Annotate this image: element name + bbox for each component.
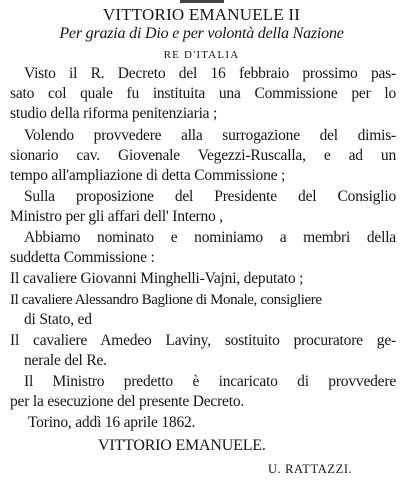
body-line-10: suddetta Commissione : <box>10 249 155 266</box>
member-line-1: Il cavaliere Giovanni Minghelli-Vajni, deputato ; <box>10 270 304 287</box>
member-line-3: di Stato, ed <box>24 311 92 328</box>
top-rule <box>180 0 224 3</box>
body-line-2: sato col quale fu instituita una Commissione per lo <box>10 85 396 102</box>
date-line: Torino, addì 16 aprile 1862. <box>28 414 196 431</box>
body-line-4: Volendo provvedere alla surrogazione del dimis- <box>24 127 396 144</box>
countersignature: U. RATTAZZI. <box>268 462 353 476</box>
member-line-4: Il cavaliere Amedeo Laviny, sostituito procuratore ge- <box>10 332 396 349</box>
by-grace-line: Per grazia di Dio e per volontà della Nazione <box>59 25 344 42</box>
body-line-9: Abbiamo nominato e nominiamo a membri della <box>24 229 396 246</box>
body-line-17: per la esecuzione del presente Decreto. <box>10 393 245 410</box>
king-title: VITTORIO EMANUELE II <box>102 5 301 24</box>
king-signature: VITTORIO EMANUELE. <box>98 437 266 454</box>
body-line-7: Sulla proposizione del Presidente del Consiglio <box>24 188 396 205</box>
member-line-5: nerale del Re. <box>24 352 107 369</box>
body-line-5: sionario cav. Giovenale Vegezzi-Ruscalla, e ad un <box>10 147 396 164</box>
body-line-8: Ministro per gli affari dell' Interno , <box>10 208 223 225</box>
body-line-6: tempo all'ampliazione di detta Commissione ; <box>10 167 286 184</box>
body-line-16: Il Ministro predetto è incaricato di provvedere <box>24 373 396 390</box>
body-line-1: Visto il R. Decreto del 16 febbraio prossimo pas- <box>24 65 396 82</box>
member-line-2: Il cavaliere Alessandro Baglione di Monale, consigliere <box>10 292 322 308</box>
king-of-italy: RE D'ITALIA <box>163 49 240 61</box>
body-line-3: studio della riforma penitenziaria ; <box>10 105 218 122</box>
